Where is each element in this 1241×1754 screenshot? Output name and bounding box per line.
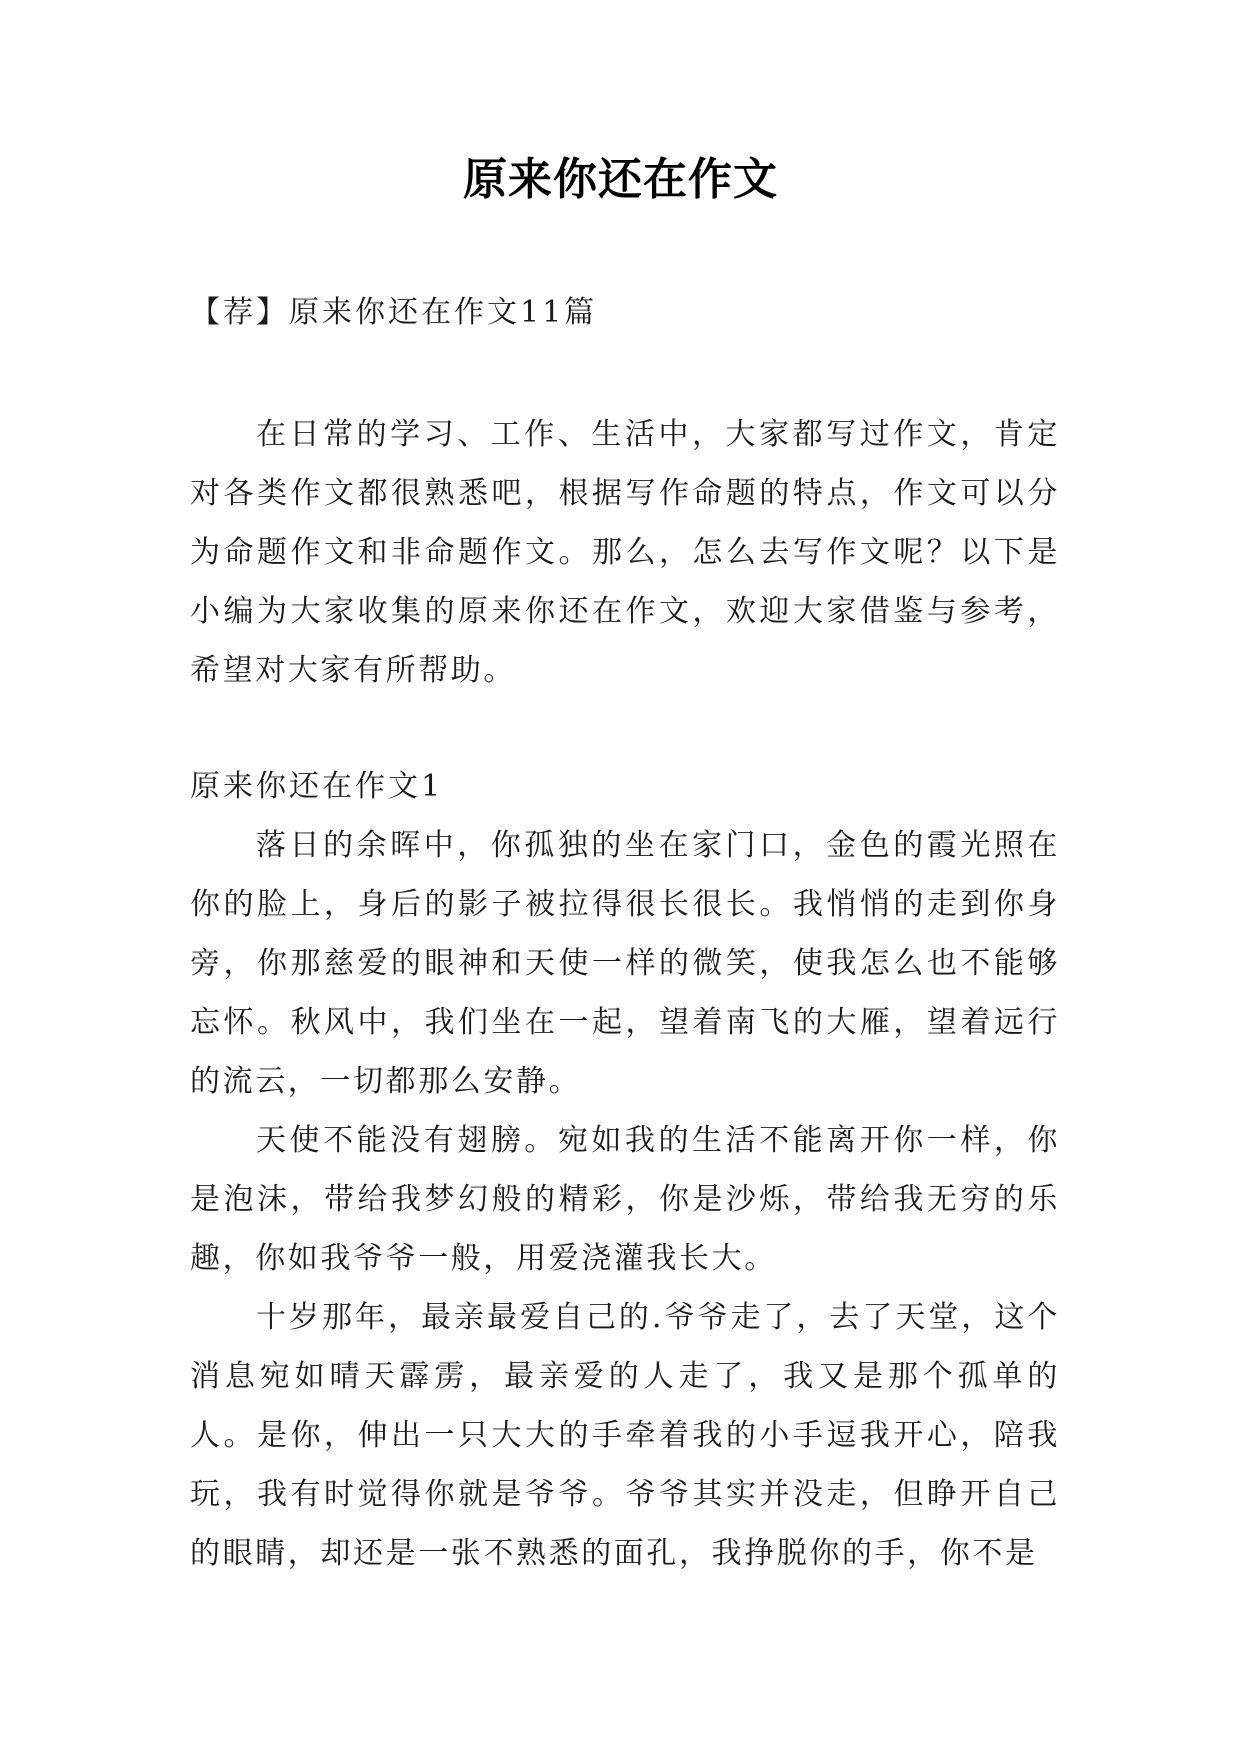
document-subtitle: 【荐】原来你还在作文11篇 <box>190 295 598 330</box>
essay-paragraph: 十岁那年，最亲最爱自己的.爷爷走了，去了天堂，这个消息宛如晴天霹雳，最亲爱的人走了，我又是那个孤单的人。是你，伸出一只大大的手牵着我的小手逗我开心，陪我玩，我有时觉得你就是爷爷。爷爷其实并没走，但睁开自己的眼睛，却还是一张不熟悉的面孔，我挣脱你的手，你不是 <box>190 1300 1060 1571</box>
document-title: 原来你还在作文 <box>463 154 778 205</box>
intro-paragraph: 在日常的学习、工作、生活中，大家都写过作文，肯定对各类作文都很熟悉吧，根据写作命题的特点，作文可以分为命题作文和非命题作文。那么，怎么去写作文呢？以下是小编为大家收集的原来你还在作文，欢迎大家借鉴与参考，希望对大家有所帮助。 <box>190 417 1060 688</box>
essay-section <box>190 757 1060 1583</box>
intro-section <box>190 405 1060 700</box>
essay-paragraph: 天使不能没有翅膀。宛如我的生活不能离开你一样，你是泡沫，带给我梦幻般的精彩，你是沙烁，带给我无穷的乐趣，你如我爷爷一般，用爱浇灌我长大。 <box>190 1123 1060 1276</box>
section-heading: 原来你还在作文1 <box>190 769 444 804</box>
essay-paragraph: 落日的余晖中，你孤独的坐在家门口，金色的霞光照在你的脸上，身后的影子被拉得很长很长。我悄悄的走到你身旁，你那慈爱的眼神和天使一样的微笑，使我怎么也不能够忘怀。秋风中，我们坐在一起，望着南飞的大雁，望着远行的流云，一切都那么安静。 <box>190 828 1060 1099</box>
